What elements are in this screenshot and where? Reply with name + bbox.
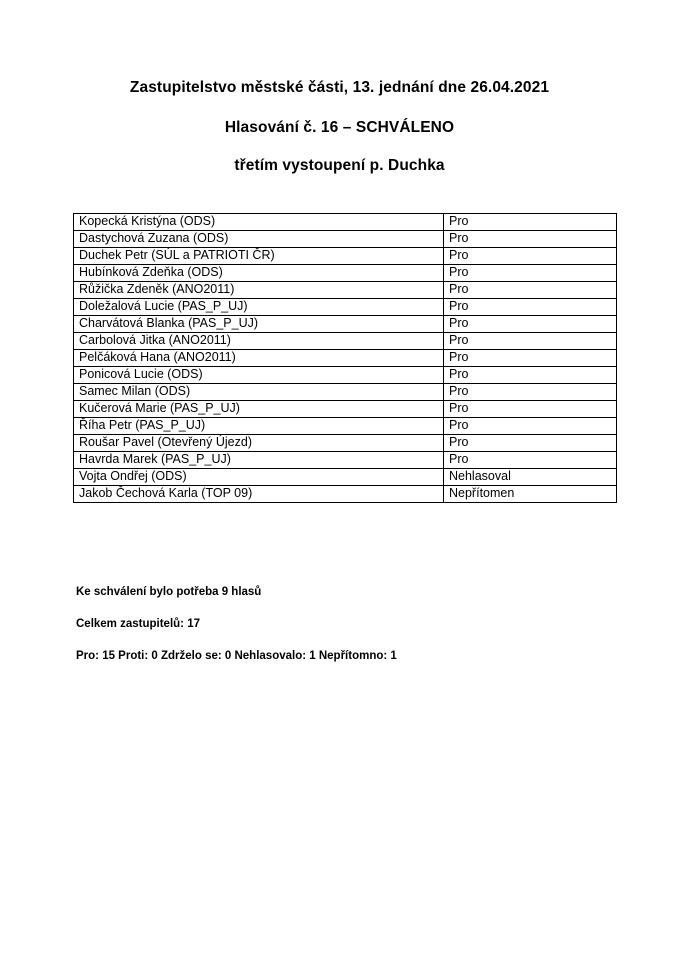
councillor-name: Dastychová Zuzana (ODS) [74, 231, 444, 248]
vote-value: Pro [444, 350, 617, 367]
vote-subject-title: třetím vystoupení p. Duchka [234, 157, 445, 174]
table-row [74, 486, 617, 503]
table-row [74, 418, 617, 435]
table-row [74, 469, 617, 486]
councillor-name: Vojta Ondřej (ODS) [74, 469, 444, 486]
councillor-name: Carbolová Jitka (ANO2011) [74, 333, 444, 350]
table-row [74, 248, 617, 265]
table-row [74, 350, 617, 367]
vote-value: Nehlasoval [444, 469, 617, 486]
vote-table-body [74, 214, 617, 503]
summary-block [76, 586, 616, 682]
vote-value: Pro [444, 418, 617, 435]
table-row [74, 367, 617, 384]
vote-number-result-title: Hlasování č. 16 – SCHVÁLENO [224, 119, 455, 136]
table-row [74, 452, 617, 469]
councillor-name: Charvátová Blanka (PAS_P_UJ) [74, 316, 444, 333]
summary-total-members: Celkem zastupitelů: 17 [76, 618, 200, 630]
councillor-name: Růžička Zdeněk (ANO2011) [74, 282, 444, 299]
councillor-name: Kopecká Kristýna (ODS) [74, 214, 444, 231]
councillor-name: Kučerová Marie (PAS_P_UJ) [74, 401, 444, 418]
vote-value: Pro [444, 248, 617, 265]
councillor-name: Ponicová Lucie (ODS) [74, 367, 444, 384]
summary-results: Pro: 15 Proti: 0 Zdrželo se: 0 Nehlasovalo: 1 Nepřítomno: 1 [76, 650, 397, 662]
vote-value: Pro [444, 435, 617, 452]
councillor-name: Havrda Marek (PAS_P_UJ) [74, 452, 444, 469]
table-row [74, 333, 617, 350]
table-row [74, 435, 617, 452]
vote-value: Pro [444, 401, 617, 418]
vote-table [73, 213, 617, 503]
summary-required-votes: Ke schválení bylo potřeba 9 hlasů [76, 586, 262, 598]
table-row [74, 384, 617, 401]
councillor-name: Jakob Čechová Karla (TOP 09) [74, 486, 444, 503]
table-row [74, 265, 617, 282]
councillor-name: Doležalová Lucie (PAS_P_UJ) [74, 299, 444, 316]
vote-value: Nepřítomen [444, 486, 617, 503]
vote-value: Pro [444, 299, 617, 316]
table-row [74, 231, 617, 248]
table-row [74, 214, 617, 231]
councillor-name: Pelčáková Hana (ANO2011) [74, 350, 444, 367]
councillor-name: Roušar Pavel (Otevřený Újezd) [74, 435, 444, 452]
vote-value: Pro [444, 452, 617, 469]
table-row [74, 316, 617, 333]
vote-value: Pro [444, 265, 617, 282]
vote-value: Pro [444, 231, 617, 248]
meeting-title: Zastupitelstvo městské části, 13. jednání dne 26.04.2021 [129, 79, 550, 96]
vote-value: Pro [444, 384, 617, 401]
councillor-name: Samec Milan (ODS) [74, 384, 444, 401]
councillor-name: Duchek Petr (SÚL a PATRIOTI ČR) [74, 248, 444, 265]
councillor-name: Říha Petr (PAS_P_UJ) [74, 418, 444, 435]
table-row [74, 299, 617, 316]
table-row [74, 401, 617, 418]
vote-value: Pro [444, 214, 617, 231]
table-row [74, 282, 617, 299]
vote-value: Pro [444, 333, 617, 350]
vote-value: Pro [444, 367, 617, 384]
councillor-name: Hubínková Zdeňka (ODS) [74, 265, 444, 282]
vote-value: Pro [444, 316, 617, 333]
vote-value: Pro [444, 282, 617, 299]
